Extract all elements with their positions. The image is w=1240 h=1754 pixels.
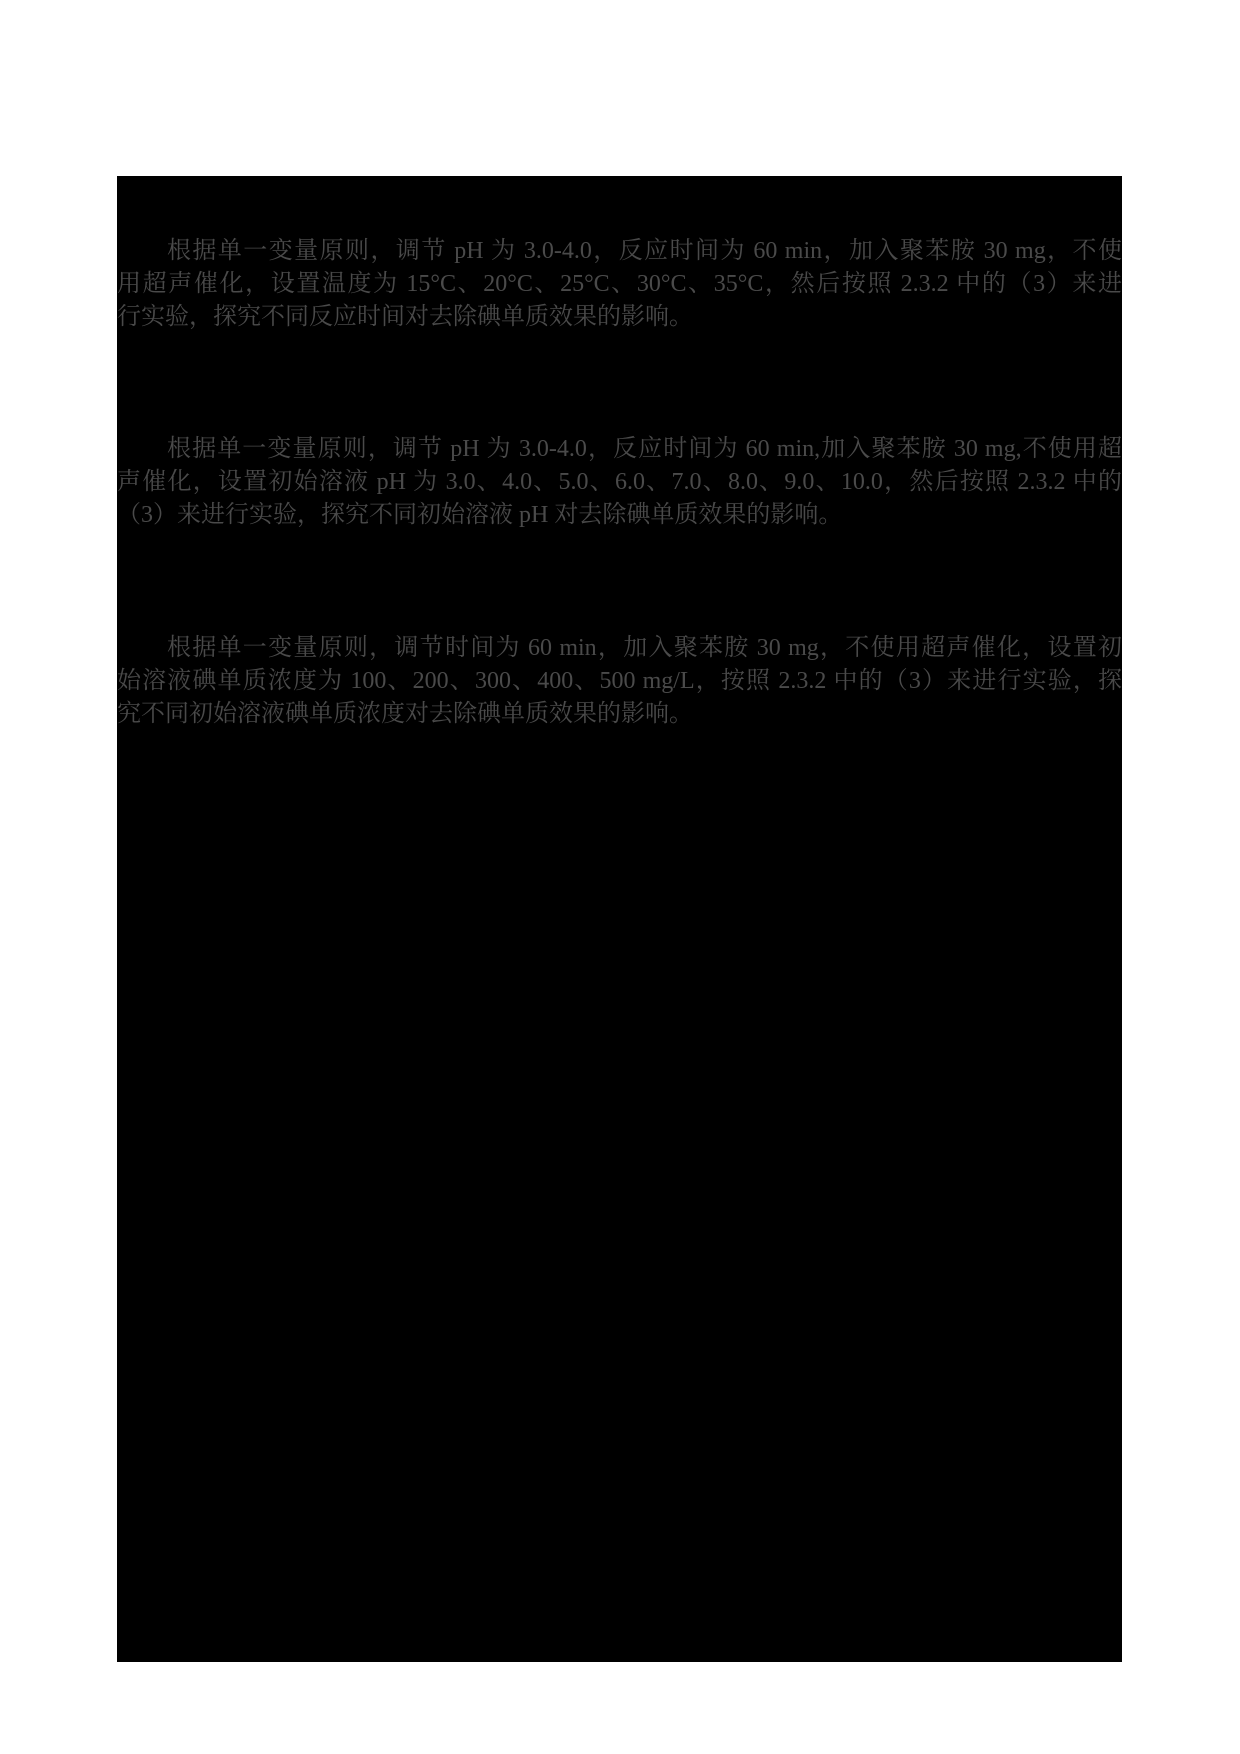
paragraph-iodine-concentration-experiment — [117, 632, 1122, 731]
paragraph-line: 用超声催化，设置温度为 15°C、20°C、25°C、30°C、35°C，然后按照 2.3.2 中的（3）来进 — [117, 271, 1122, 297]
paragraph-line: 行实验，探究不同反应时间对去除碘单质效果的影响。 — [117, 304, 693, 330]
paragraph-line: （3）来进行实验，探究不同初始溶液 pH 对去除碘单质效果的影响。 — [117, 502, 843, 528]
paragraph-line: 根据单一变量原则，调节 pH 为 3.0-4.0，反应时间为 60 min，加入聚苯胺 30 mg，不使 — [167, 238, 1122, 264]
paragraph-line: 根据单一变量原则，调节 pH 为 3.0-4.0，反应时间为 60 min,加入聚苯胺 30 mg,不使用超 — [167, 436, 1122, 462]
paragraph-line: 声催化，设置初始溶液 pH 为 3.0、4.0、5.0、6.0、7.0、8.0、9.0、10.0，然后按照 2.3.2 中的 — [117, 469, 1122, 495]
paragraph-initial-ph-experiment — [117, 433, 1122, 532]
paragraph-temperature-experiment — [117, 235, 1122, 334]
paragraph-line: 究不同初始溶液碘单质浓度对去除碘单质效果的影响。 — [117, 701, 693, 727]
paragraph-line: 根据单一变量原则，调节时间为 60 min，加入聚苯胺 30 mg，不使用超声催化，设置初 — [167, 635, 1122, 661]
paragraph-line: 始溶液碘单质浓度为 100、200、300、400、500 mg/L，按照 2.3.2 中的（3）来进行实验，探 — [117, 668, 1122, 694]
content-area — [117, 176, 1122, 1662]
